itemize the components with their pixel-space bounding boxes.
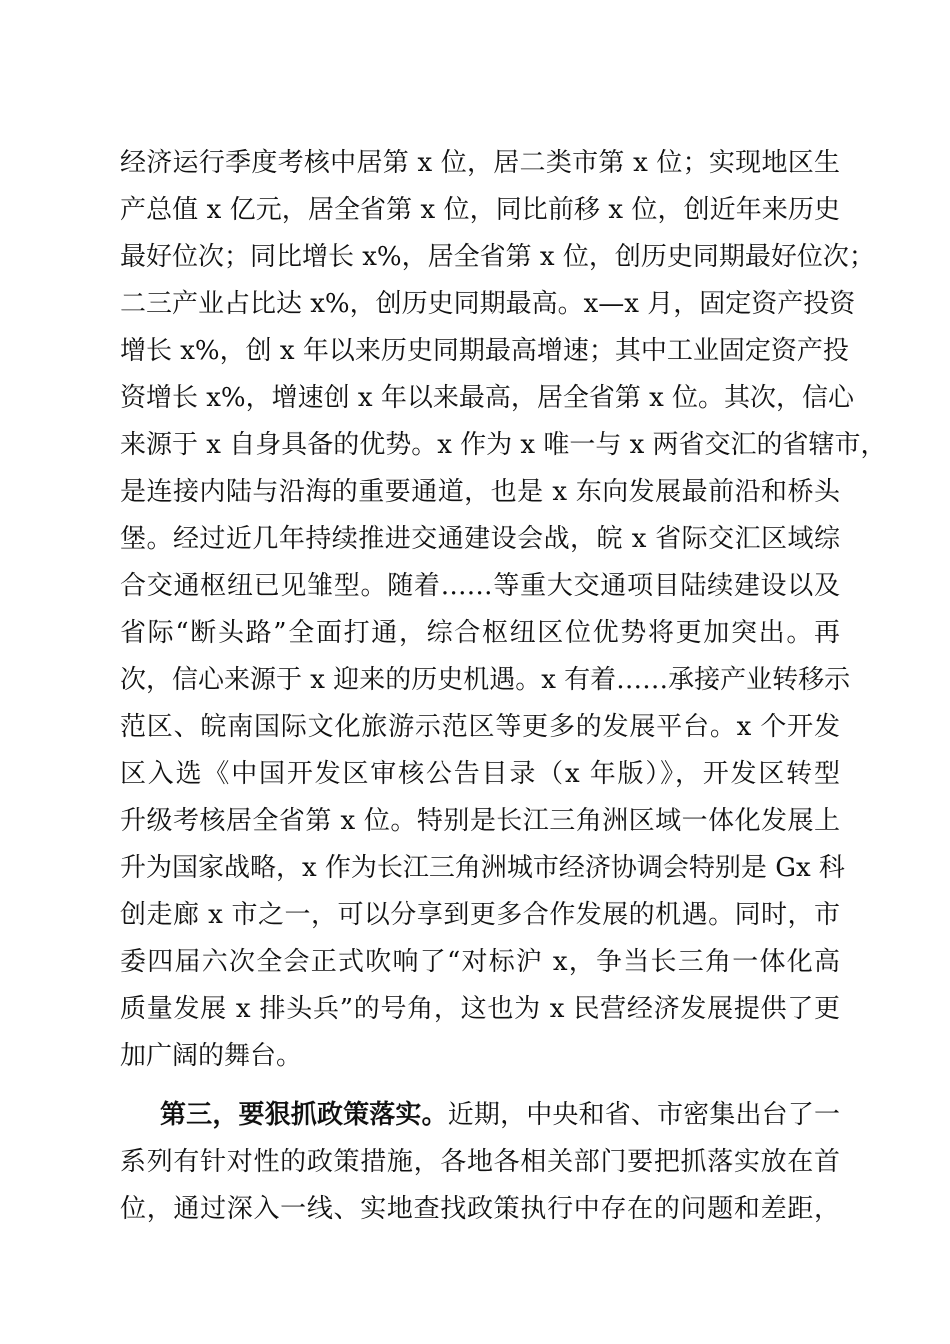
text-line: 经济运行季度考核中居第 x 位，居二类市第 x 位；实现地区生 (120, 148, 840, 178)
text-line: 增长 x%，创 x 年以来历史同期最高增速；其中工业固定资产投 (120, 336, 849, 366)
paragraph-2 (120, 1092, 840, 1233)
body-text (120, 140, 887, 1233)
text-line: 合交通枢纽已见雏型。随着……等重大交通项目陆续建设以及 (120, 571, 840, 601)
text-line: 升为国家战略，x 作为长江三角洲城市经济协调会特别是 Gx 科 (120, 853, 845, 883)
text-line: 范区、皖南国际文化旅游示范区等更多的发展平台。x 个开发 (120, 712, 840, 742)
paragraph-1 (120, 140, 887, 1080)
text-line: 二三产业占比达 x%，创历史同期最高。x—x 月，固定资产投资 (120, 289, 856, 319)
text-line: 区入选《中国开发区审核公告目录（x 年版）》，开发区转型 (120, 759, 840, 789)
text-line: 产总值 x 亿元，居全省第 x 位，同比前移 x 位，创近年来历史 (120, 195, 840, 225)
text-line: 加广阔的舞台。 (120, 1041, 303, 1071)
text-line: 创走廊 x 市之一，可以分享到更多合作发展的机遇。同时，市 (120, 900, 840, 930)
text-line: 最好位次；同比增长 x%，居全省第 x 位，创历史同期最好位次； (120, 242, 875, 272)
text-line: 委四届六次全会正式吹响了“对标沪 x，争当长三角一体化高 (120, 947, 840, 977)
text-line: 次，信心来源于 x 迎来的历史机遇。x 有着……承接产业转移示 (120, 665, 851, 695)
text-line: 资增长 x%，增速创 x 年以来最高，居全省第 x 位。其次，信心 (120, 383, 855, 413)
text-line: 省际“断头路”全面打通，综合枢纽区位优势将更加突出。再 (120, 618, 840, 648)
text-line: 来源于 x 自身具备的优势。x 作为 x 唯一与 x 两省交汇的省辖市， (120, 430, 887, 460)
section-heading: 第三，要狠抓政策落实。 (160, 1100, 448, 1130)
text-line: 堡。经过近几年持续推进交通建设会战，皖 x 省际交汇区域综 (120, 524, 840, 554)
paragraph-first-line (120, 1092, 840, 1139)
text-line: 是连接内陆与沿海的重要通道，也是 x 东向发展最前沿和桥头 (120, 477, 840, 507)
text-line: 位，通过深入一线、实地查找政策执行中存在的问题和差距， (120, 1194, 840, 1224)
text-run: 近期，中央和省、市密集出台了一 (447, 1100, 840, 1130)
text-line: 升级考核居全省第 x 位。特别是长江三角洲区域一体化发展上 (120, 806, 840, 836)
text-line: 质量发展 x 排头兵”的号角，这也为 x 民营经济发展提供了更 (120, 994, 840, 1024)
text-line: 系列有针对性的政策措施，各地各相关部门要把抓落实放在首 (120, 1147, 840, 1177)
